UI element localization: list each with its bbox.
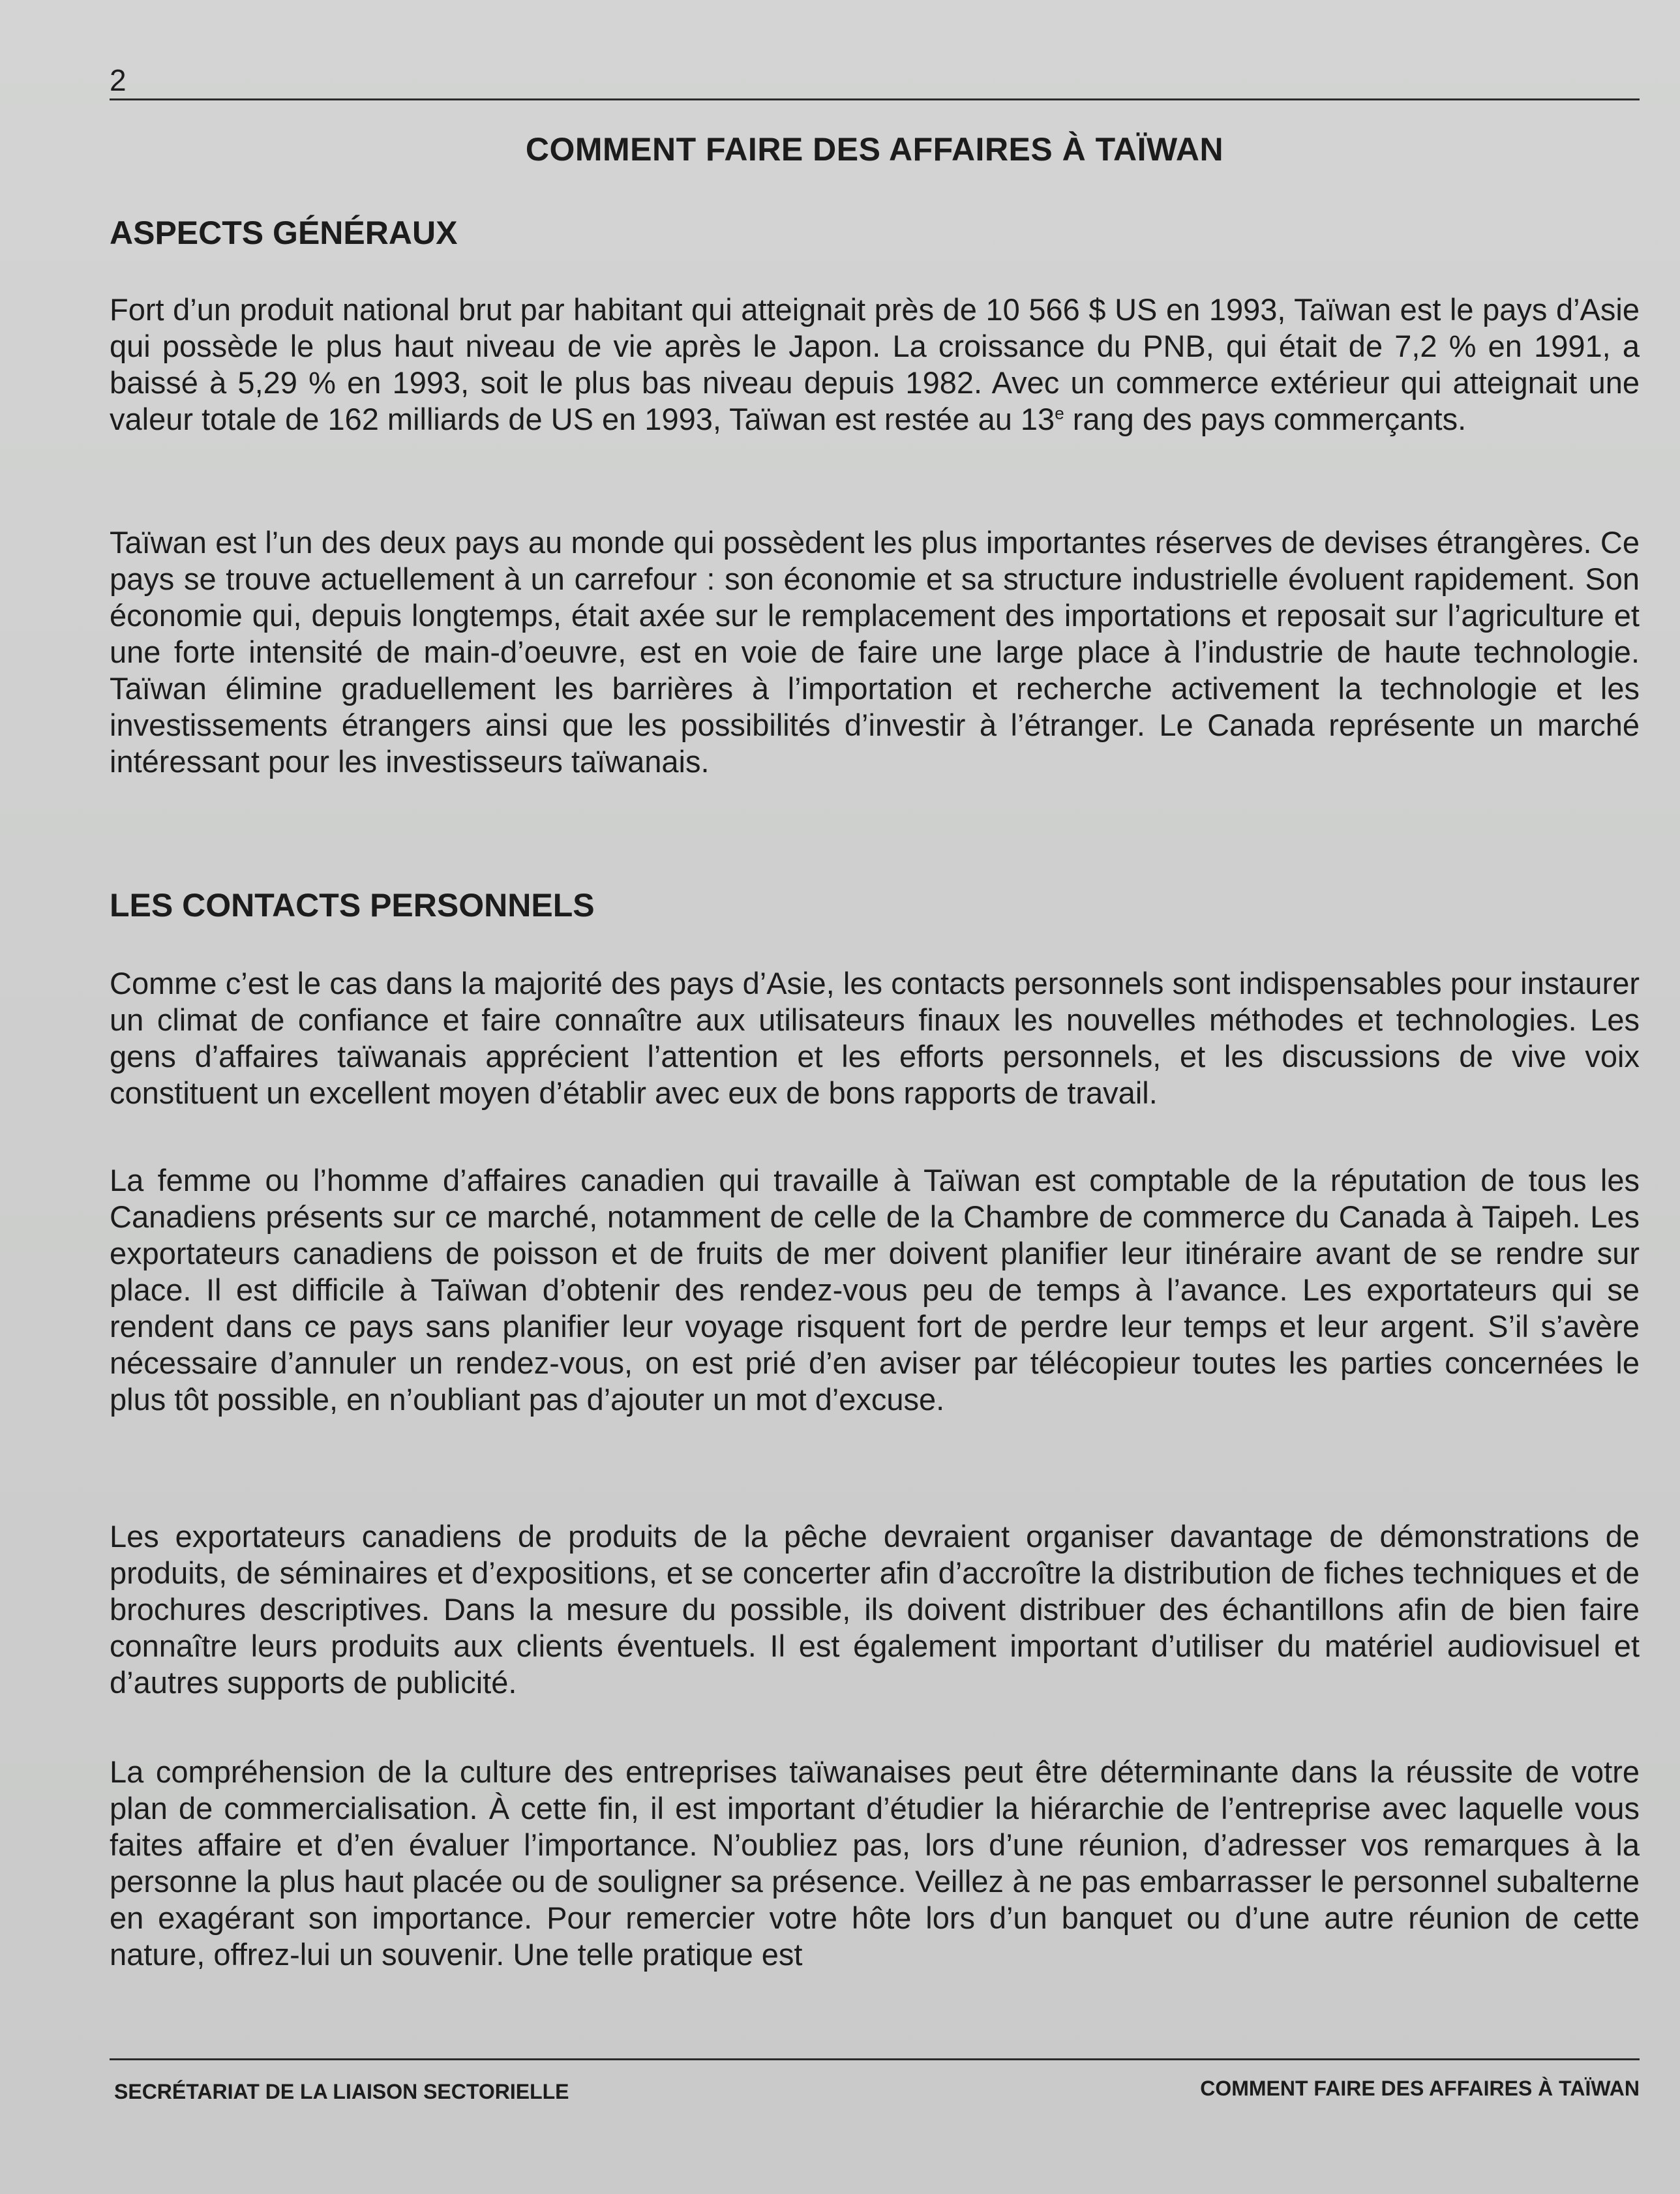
page-number: 2	[110, 63, 127, 97]
paragraph-contacts-3: Les exportateurs canadiens de produits de la pêche devraient organiser davantage de démonstrations de produits, de séminaires et d’expositions, et se concerter afin d’accroître la distribution de fiches techniques et de brochures descriptives. Dans la mesure du possible, ils doivent distribuer des échantillons afin de bien faire connaître leurs produits aux clients éventuels. Il est également important d’utiliser du matériel audiovisuel et d’autres supports de publicité.	[110, 1519, 1640, 1700]
paragraph-aspects-1-text: Fort d’un produit national brut par habitant qui atteignait près de 10 566 $ US en 1993, Taïwan est le pays d’Asie qui possède le plus haut niveau de vie après le Japon. La croissance du PNB, qui était de 7,2 % en 1991, a baissé à 5,29 % en 1993, soit le plus bas niveau depuis 1982. Avec un commerce extérieur qui atteignait une valeur totale de 162 milliards de US en 1993, Taïwan est restée au 13	[110, 292, 1640, 436]
paragraph-contacts-4: La compréhension de la culture des entreprises taïwanaises peut être déterminante dans la réussite de votre plan de commercialisation. À cette fin, il est important d’étudier la hiérarchie de l’entreprise avec laquelle vous faites affaire et d’en évaluer l’importance. N’oubliez pas, lors d’une réunion, d’adresser vos remarques à la personne la plus haut placée ou de souligner sa présence. Veillez à ne pas embarrasser le personnel subalterne en exagérant son importance. Pour remercier votre hôte lors d’un banquet ou d’une autre réunion de cette nature, offrez-lui un souvenir. Une telle pratique est	[110, 1754, 1640, 1972]
ordinal-superscript: e	[1055, 403, 1064, 423]
paragraph-contacts-1: Comme c’est le cas dans la majorité des pays d’Asie, les contacts personnels sont indispensables pour instaurer un climat de confiance et faire connaître aux utilisateurs finaux les nouvelles méthodes et technologies. Les gens d’affaires taïwanais apprécient l’attention et les efforts personnels, et les discussions de vive voix constituent un excellent moyen d’établir avec eux de bons rapports de travail.	[110, 966, 1640, 1110]
document-title: COMMENT FAIRE DES AFFAIRES À TAÏWAN	[525, 131, 1224, 168]
footer-left-text: SECRÉTARIAT DE LA LIAISON SECTORIELLE	[114, 2080, 569, 2103]
section-heading-aspects-generaux: ASPECTS GÉNÉRAUX	[110, 215, 458, 251]
footer-rule	[110, 2058, 1640, 2060]
footer-right-text: COMMENT FAIRE DES AFFAIRES À TAÏWAN	[1200, 2077, 1640, 2100]
paragraph-aspects-2: Taïwan est l’un des deux pays au monde qui possèdent les plus importantes réserves de devises étrangères. Ce pays se trouve actuellement à un carrefour : son économie et sa structure industrielle évoluent rapidement. Son économie qui, depuis longtemps, était axée sur le remplacement des importations et reposait sur l’agriculture et une forte intensité de main-d’oeuvre, est en voie de faire une large place à l’industrie de haute technologie. Taïwan élimine graduellement les barrières à l’importation et recherche activement la technologie et les investissements étrangers ainsi que les possibilités d’investir à l’étranger. Le Canada représente un marché intéressant pour les investisseurs taïwanais.	[110, 525, 1640, 779]
header-rule	[110, 98, 1640, 100]
paragraph-aspects-1	[110, 292, 1640, 438]
paragraph-aspects-1-text-end: rang des pays commerçants.	[1064, 402, 1467, 436]
paragraph-contacts-2: La femme ou l’homme d’affaires canadien qui travaille à Taïwan est comptable de la réputation de tous les Canadiens présents sur ce marché, notamment de celle de la Chambre de commerce du Canada à Taipeh. Les exportateurs canadiens de poisson et de fruits de mer doivent planifier leur itinéraire avant de se rendre sur place. Il est difficile à Taïwan d’obtenir des rendez-vous peu de temps à l’avance. Les exportateurs qui se rendent dans ce pays sans planifier leur voyage risquent fort de perdre leur temps et leur argent. S’il s’avère nécessaire d’annuler un rendez-vous, on est prié d’en aviser par télécopieur toutes les parties concernées le plus tôt possible, en n’oubliant pas d’ajouter un mot d’excuse.	[110, 1163, 1640, 1417]
section-heading-contacts-personnels: LES CONTACTS PERSONNELS	[110, 887, 595, 924]
